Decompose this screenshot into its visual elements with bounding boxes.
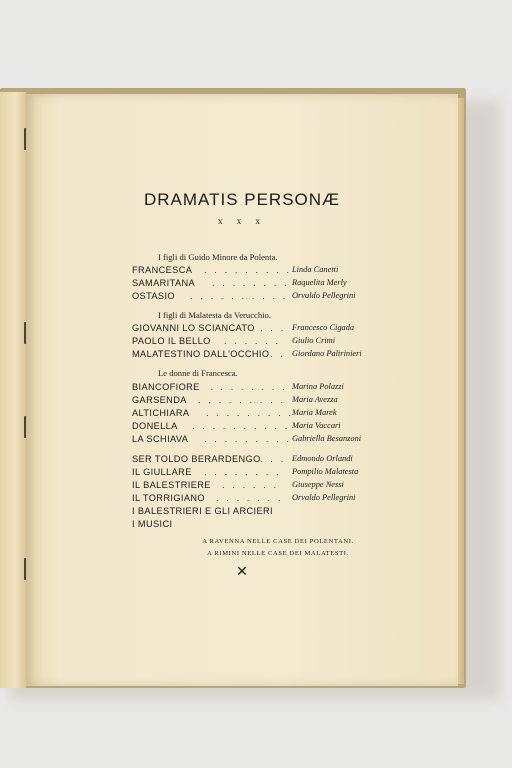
cast-row xyxy=(132,291,432,303)
leader-dots: . . . . . . . . xyxy=(210,382,288,392)
leader-dots: . . . . . . . . . xyxy=(204,434,292,444)
cast-row xyxy=(132,434,432,446)
leader-dots: . . . . . . . . xyxy=(212,278,290,288)
setting-line: A RAVENNA NELLE CASE DEI POLENTANI. xyxy=(202,538,354,545)
cast-row xyxy=(132,493,432,505)
cast-row xyxy=(132,467,432,479)
actor-name: Raquelita Merly xyxy=(292,278,347,287)
leader-dots: . . . . . . . . . . xyxy=(192,421,290,431)
cast-row xyxy=(132,278,432,290)
tailpiece-ornament-icon: ✕ xyxy=(236,565,248,580)
section-heading: I figli di Guido Minore da Polenta. xyxy=(158,252,278,262)
actor-name: Gabriella Besanzoni xyxy=(292,434,362,443)
role-name: SAMARITANA xyxy=(132,278,196,288)
actor-name: Linda Canetti xyxy=(292,265,339,274)
role-name: MALATESTINO DALL'OCCHIO xyxy=(132,349,270,359)
cast-row xyxy=(132,382,432,394)
cast-row xyxy=(132,323,432,335)
cast-row xyxy=(132,421,432,433)
role-name: I MUSICI xyxy=(132,519,173,529)
actor-name: Marina Polazzi xyxy=(292,382,344,391)
role-name: IL GIULLARE xyxy=(132,467,192,477)
leader-dots: . . . . . . xyxy=(222,480,279,490)
section-heading: I figli di Malatesta da Verucchio. xyxy=(158,310,271,320)
role-name: DONELLA xyxy=(132,421,178,431)
role-name: I BALESTRIERI E GLI ARCIERI xyxy=(132,506,273,516)
leader-dots: . . . . . . . . . xyxy=(198,395,286,405)
leader-dots: . . . . . . . xyxy=(216,493,283,503)
actor-name: Francesco Cigada xyxy=(292,323,355,332)
leader-dots: . . . xyxy=(260,454,286,464)
leader-dots: . . xyxy=(270,349,286,359)
leader-dots: . . . . . . . . xyxy=(204,467,282,477)
leader-dots: . . . . . . . . . xyxy=(204,265,292,275)
setting-line: A RIMINI NELLE CASE DEI MALATESTI. xyxy=(207,550,349,557)
cast-row xyxy=(132,265,432,277)
actor-name: Maria Avezza xyxy=(292,395,338,404)
actor-name: Orvaldo Pellegrini xyxy=(292,291,356,300)
role-name: GIOVANNI LO SCIANCATO xyxy=(132,323,255,333)
role-name: GARSENDA xyxy=(132,395,187,405)
role-name: IL BALESTRIERE xyxy=(132,480,211,490)
book xyxy=(0,88,466,688)
book-page xyxy=(26,94,458,686)
cast-row xyxy=(132,480,432,492)
actor-name: Orvaldo Pellegrini xyxy=(292,493,356,502)
page-title: DRAMATIS PERSONÆ xyxy=(143,190,341,209)
actor-name: Edmondo Orlandi xyxy=(292,454,353,463)
cast-row xyxy=(132,408,432,420)
actor-name: Maria Vaccari xyxy=(292,421,341,430)
leader-dots: . . . xyxy=(260,323,286,333)
leader-dots: . . . . . . . . . . xyxy=(190,291,288,301)
role-name: SER TOLDO BERARDENGO xyxy=(132,454,261,464)
role-name: ALTICHIARA xyxy=(132,408,190,418)
role-name: OSTASIO xyxy=(132,291,175,301)
actor-name: Pompilio Malatesta xyxy=(292,467,359,476)
left-page-stack xyxy=(0,92,27,688)
section-heading: Le donne di Francesca. xyxy=(158,368,238,378)
actor-name: Maria Marek xyxy=(292,408,337,417)
actor-name: Giordano Paltrinieri xyxy=(292,349,362,358)
cast-row xyxy=(132,336,432,348)
role-name: LA SCHIAVA xyxy=(132,434,189,444)
role-name: PAOLO IL BELLO xyxy=(132,336,211,346)
role-name: IL TORRIGIANO xyxy=(132,493,205,503)
actor-name: Giuseppe Nessi xyxy=(292,480,344,489)
cast-row xyxy=(132,454,432,466)
cast-row xyxy=(132,349,432,361)
role-name: BIANCOFIORE xyxy=(132,382,200,392)
cast-row xyxy=(132,519,432,531)
leader-dots: . . . . . . . . . xyxy=(206,408,294,418)
title-ornament: x x x xyxy=(218,216,266,226)
cast-row xyxy=(132,506,432,518)
actor-name: Giulio Crimi xyxy=(292,336,336,345)
role-name: FRANCESCA xyxy=(132,265,193,275)
leader-dots: . . . . . . xyxy=(224,336,281,346)
cast-row xyxy=(132,395,432,407)
